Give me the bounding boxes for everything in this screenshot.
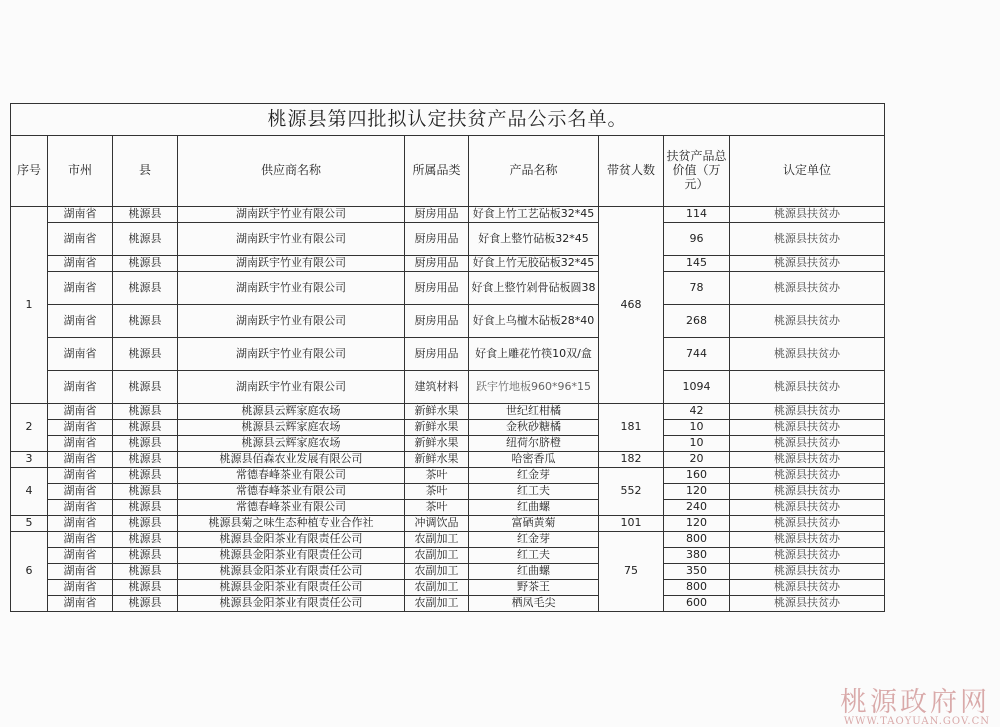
- cell-supplier: 湖南跃宇竹业有限公司: [178, 223, 405, 256]
- cell-value: 800: [664, 580, 730, 596]
- cell-value: 350: [664, 564, 730, 580]
- cell-supplier: 桃源县佰森农业发展有限公司: [178, 452, 405, 468]
- cell-county: 桃源县: [113, 548, 178, 564]
- cell-certifier: 桃源县扶贫办: [730, 420, 885, 436]
- cell-people: 75: [599, 532, 664, 612]
- cell-certifier: 桃源县扶贫办: [730, 484, 885, 500]
- header-product: 产品名称: [469, 136, 599, 207]
- site-watermark: [840, 680, 990, 727]
- cell-category: 冲调饮品: [405, 516, 469, 532]
- cell-certifier: 桃源县扶贫办: [730, 371, 885, 404]
- cell-value: 120: [664, 516, 730, 532]
- cell-value: 120: [664, 484, 730, 500]
- watermark-url: WWW.TAOYUAN.GOV.CN: [843, 716, 990, 727]
- cell-city: 湖南省: [48, 516, 113, 532]
- cell-people: 101: [599, 516, 664, 532]
- cell-city: 湖南省: [48, 420, 113, 436]
- table-row: [11, 420, 885, 436]
- cell-category: 农副加工: [405, 596, 469, 612]
- header-category: 所属品类: [405, 136, 469, 207]
- cell-category: 农副加工: [405, 548, 469, 564]
- cell-value: 1094: [664, 371, 730, 404]
- cell-county: 桃源县: [113, 452, 178, 468]
- document-title: 桃源县第四批拟认定扶贫产品公示名单。: [11, 104, 885, 136]
- cell-value: 10: [664, 420, 730, 436]
- row-seq: 2: [11, 404, 48, 452]
- cell-product: 金秋砂糖橘: [469, 420, 599, 436]
- cell-city: 湖南省: [48, 532, 113, 548]
- cell-county: 桃源县: [113, 500, 178, 516]
- cell-certifier: 桃源县扶贫办: [730, 500, 885, 516]
- cell-product: 纽荷尔脐橙: [469, 436, 599, 452]
- cell-value: 744: [664, 338, 730, 371]
- cell-county: 桃源县: [113, 404, 178, 420]
- cell-city: 湖南省: [48, 596, 113, 612]
- cell-certifier: 桃源县扶贫办: [730, 516, 885, 532]
- cell-supplier: 湖南跃宇竹业有限公司: [178, 272, 405, 305]
- cell-supplier: 湖南跃宇竹业有限公司: [178, 371, 405, 404]
- cell-county: 桃源县: [113, 272, 178, 305]
- cell-certifier: 桃源县扶贫办: [730, 272, 885, 305]
- row-seq: 1: [11, 207, 48, 404]
- cell-supplier: 桃源县金阳茶业有限责任公司: [178, 596, 405, 612]
- cell-value: 380: [664, 548, 730, 564]
- header-county: 县: [113, 136, 178, 207]
- cell-county: 桃源县: [113, 420, 178, 436]
- cell-supplier: 湖南跃宇竹业有限公司: [178, 256, 405, 272]
- cell-product: 好食上雕花竹筷10双/盒: [469, 338, 599, 371]
- cell-product: 红工夫: [469, 484, 599, 500]
- row-seq: 3: [11, 452, 48, 468]
- cell-county: 桃源县: [113, 436, 178, 452]
- cell-city: 湖南省: [48, 223, 113, 256]
- cell-certifier: 桃源县扶贫办: [730, 532, 885, 548]
- table-row: [11, 338, 885, 371]
- cell-city: 湖南省: [48, 452, 113, 468]
- table-row: [11, 223, 885, 256]
- cell-value: 42: [664, 404, 730, 420]
- cell-category: 茶叶: [405, 484, 469, 500]
- cell-certifier: 桃源县扶贫办: [730, 338, 885, 371]
- cell-product: 红曲螺: [469, 564, 599, 580]
- cell-city: 湖南省: [48, 548, 113, 564]
- header-row: [11, 136, 885, 207]
- cell-county: 桃源县: [113, 468, 178, 484]
- cell-product: 栖凤毛尖: [469, 596, 599, 612]
- cell-county: 桃源县: [113, 564, 178, 580]
- cell-supplier: 桃源县云辉家庭农场: [178, 404, 405, 420]
- cell-category: 新鲜水果: [405, 404, 469, 420]
- cell-people: 182: [599, 452, 664, 468]
- cell-category: 茶叶: [405, 468, 469, 484]
- table-row: [11, 596, 885, 612]
- cell-supplier: 湖南跃宇竹业有限公司: [178, 338, 405, 371]
- cell-supplier: 桃源县云辉家庭农场: [178, 436, 405, 452]
- cell-value: 145: [664, 256, 730, 272]
- cell-supplier: 常德春峰茶业有限公司: [178, 500, 405, 516]
- table-body: [11, 207, 885, 612]
- cell-county: 桃源县: [113, 305, 178, 338]
- table-row: [11, 256, 885, 272]
- table-row: [11, 564, 885, 580]
- cell-certifier: 桃源县扶贫办: [730, 223, 885, 256]
- cell-category: 新鲜水果: [405, 436, 469, 452]
- cell-category: 厨房用品: [405, 272, 469, 305]
- table-row: [11, 580, 885, 596]
- cell-value: 96: [664, 223, 730, 256]
- cell-people: 552: [599, 468, 664, 516]
- table-row: [11, 484, 885, 500]
- cell-product: 好食上竹工艺砧板32*45: [469, 207, 599, 223]
- cell-product: 野茶王: [469, 580, 599, 596]
- cell-county: 桃源县: [113, 223, 178, 256]
- cell-category: 建筑材料: [405, 371, 469, 404]
- cell-county: 桃源县: [113, 256, 178, 272]
- cell-city: 湖南省: [48, 305, 113, 338]
- cell-value: 160: [664, 468, 730, 484]
- cell-value: 600: [664, 596, 730, 612]
- cell-product: 好食上整竹砧板32*45: [469, 223, 599, 256]
- cell-value: 114: [664, 207, 730, 223]
- cell-product: 好食上乌檀木砧板28*40: [469, 305, 599, 338]
- table-row: [11, 436, 885, 452]
- cell-product: 世纪红柑橘: [469, 404, 599, 420]
- table-row: [11, 516, 885, 532]
- cell-city: 湖南省: [48, 272, 113, 305]
- cell-city: 湖南省: [48, 468, 113, 484]
- cell-value: 20: [664, 452, 730, 468]
- cell-certifier: 桃源县扶贫办: [730, 468, 885, 484]
- cell-county: 桃源县: [113, 484, 178, 500]
- cell-certifier: 桃源县扶贫办: [730, 436, 885, 452]
- header-seq: 序号: [11, 136, 48, 207]
- approval-list-table: [10, 103, 885, 612]
- cell-product: 好食上整竹剁骨砧板圆38: [469, 272, 599, 305]
- table-row: [11, 207, 885, 223]
- cell-product: 跃宇竹地板960*96*15: [469, 371, 599, 404]
- cell-people: 181: [599, 404, 664, 452]
- cell-certifier: 桃源县扶贫办: [730, 305, 885, 338]
- cell-category: 农副加工: [405, 580, 469, 596]
- header-certifier: 认定单位: [730, 136, 885, 207]
- cell-supplier: 常德春峰茶业有限公司: [178, 468, 405, 484]
- table-row: [11, 305, 885, 338]
- cell-value: 268: [664, 305, 730, 338]
- cell-category: 农副加工: [405, 564, 469, 580]
- cell-category: 新鲜水果: [405, 452, 469, 468]
- cell-value: 78: [664, 272, 730, 305]
- cell-supplier: 桃源县金阳茶业有限责任公司: [178, 564, 405, 580]
- cell-city: 湖南省: [48, 207, 113, 223]
- cell-value: 10: [664, 436, 730, 452]
- table-row: [11, 532, 885, 548]
- cell-product: 红金芽: [469, 532, 599, 548]
- table-row: [11, 548, 885, 564]
- cell-category: 茶叶: [405, 500, 469, 516]
- cell-category: 厨房用品: [405, 256, 469, 272]
- cell-certifier: 桃源县扶贫办: [730, 256, 885, 272]
- table-row: [11, 404, 885, 420]
- cell-county: 桃源县: [113, 338, 178, 371]
- cell-category: 厨房用品: [405, 223, 469, 256]
- table-row: [11, 468, 885, 484]
- cell-people: 468: [599, 207, 664, 404]
- cell-product: 哈密香瓜: [469, 452, 599, 468]
- header-supplier: 供应商名称: [178, 136, 405, 207]
- cell-category: 厨房用品: [405, 338, 469, 371]
- cell-product: 红曲螺: [469, 500, 599, 516]
- cell-supplier: 桃源县云辉家庭农场: [178, 420, 405, 436]
- cell-county: 桃源县: [113, 532, 178, 548]
- cell-city: 湖南省: [48, 256, 113, 272]
- cell-category: 厨房用品: [405, 305, 469, 338]
- cell-supplier: 桃源县金阳茶业有限责任公司: [178, 532, 405, 548]
- cell-city: 湖南省: [48, 500, 113, 516]
- cell-supplier: 桃源县金阳茶业有限责任公司: [178, 548, 405, 564]
- watermark-name: 桃源政府网: [840, 687, 990, 718]
- cell-product: 好食上竹无胶砧板32*45: [469, 256, 599, 272]
- table-row: [11, 272, 885, 305]
- cell-county: 桃源县: [113, 596, 178, 612]
- table-row: [11, 452, 885, 468]
- cell-supplier: 常德春峰茶业有限公司: [178, 484, 405, 500]
- row-seq: 4: [11, 468, 48, 516]
- cell-city: 湖南省: [48, 371, 113, 404]
- cell-county: 桃源县: [113, 516, 178, 532]
- cell-value: 800: [664, 532, 730, 548]
- cell-county: 桃源县: [113, 371, 178, 404]
- cell-value: 240: [664, 500, 730, 516]
- cell-city: 湖南省: [48, 580, 113, 596]
- cell-certifier: 桃源县扶贫办: [730, 404, 885, 420]
- cell-category: 农副加工: [405, 532, 469, 548]
- cell-city: 湖南省: [48, 404, 113, 420]
- cell-certifier: 桃源县扶贫办: [730, 580, 885, 596]
- cell-certifier: 桃源县扶贫办: [730, 452, 885, 468]
- cell-product: 富硒黄菊: [469, 516, 599, 532]
- cell-product: 红金芽: [469, 468, 599, 484]
- table-row: [11, 500, 885, 516]
- cell-category: 新鲜水果: [405, 420, 469, 436]
- cell-city: 湖南省: [48, 338, 113, 371]
- cell-certifier: 桃源县扶贫办: [730, 548, 885, 564]
- cell-certifier: 桃源县扶贫办: [730, 564, 885, 580]
- cell-city: 湖南省: [48, 564, 113, 580]
- header-people: 带贫人数: [599, 136, 664, 207]
- header-city: 市州: [48, 136, 113, 207]
- cell-certifier: 桃源县扶贫办: [730, 207, 885, 223]
- cell-city: 湖南省: [48, 484, 113, 500]
- cell-supplier: 桃源县菊之味生态种植专业合作社: [178, 516, 405, 532]
- cell-supplier: 桃源县金阳茶业有限责任公司: [178, 580, 405, 596]
- cell-certifier: 桃源县扶贫办: [730, 596, 885, 612]
- row-seq: 5: [11, 516, 48, 532]
- cell-city: 湖南省: [48, 436, 113, 452]
- cell-county: 桃源县: [113, 207, 178, 223]
- cell-category: 厨房用品: [405, 207, 469, 223]
- header-value: 扶贫产品总价值（万元）: [664, 136, 730, 207]
- cell-county: 桃源县: [113, 580, 178, 596]
- cell-product: 红工夫: [469, 548, 599, 564]
- row-seq: 6: [11, 532, 48, 612]
- table-row: [11, 371, 885, 404]
- cell-supplier: 湖南跃宇竹业有限公司: [178, 207, 405, 223]
- cell-supplier: 湖南跃宇竹业有限公司: [178, 305, 405, 338]
